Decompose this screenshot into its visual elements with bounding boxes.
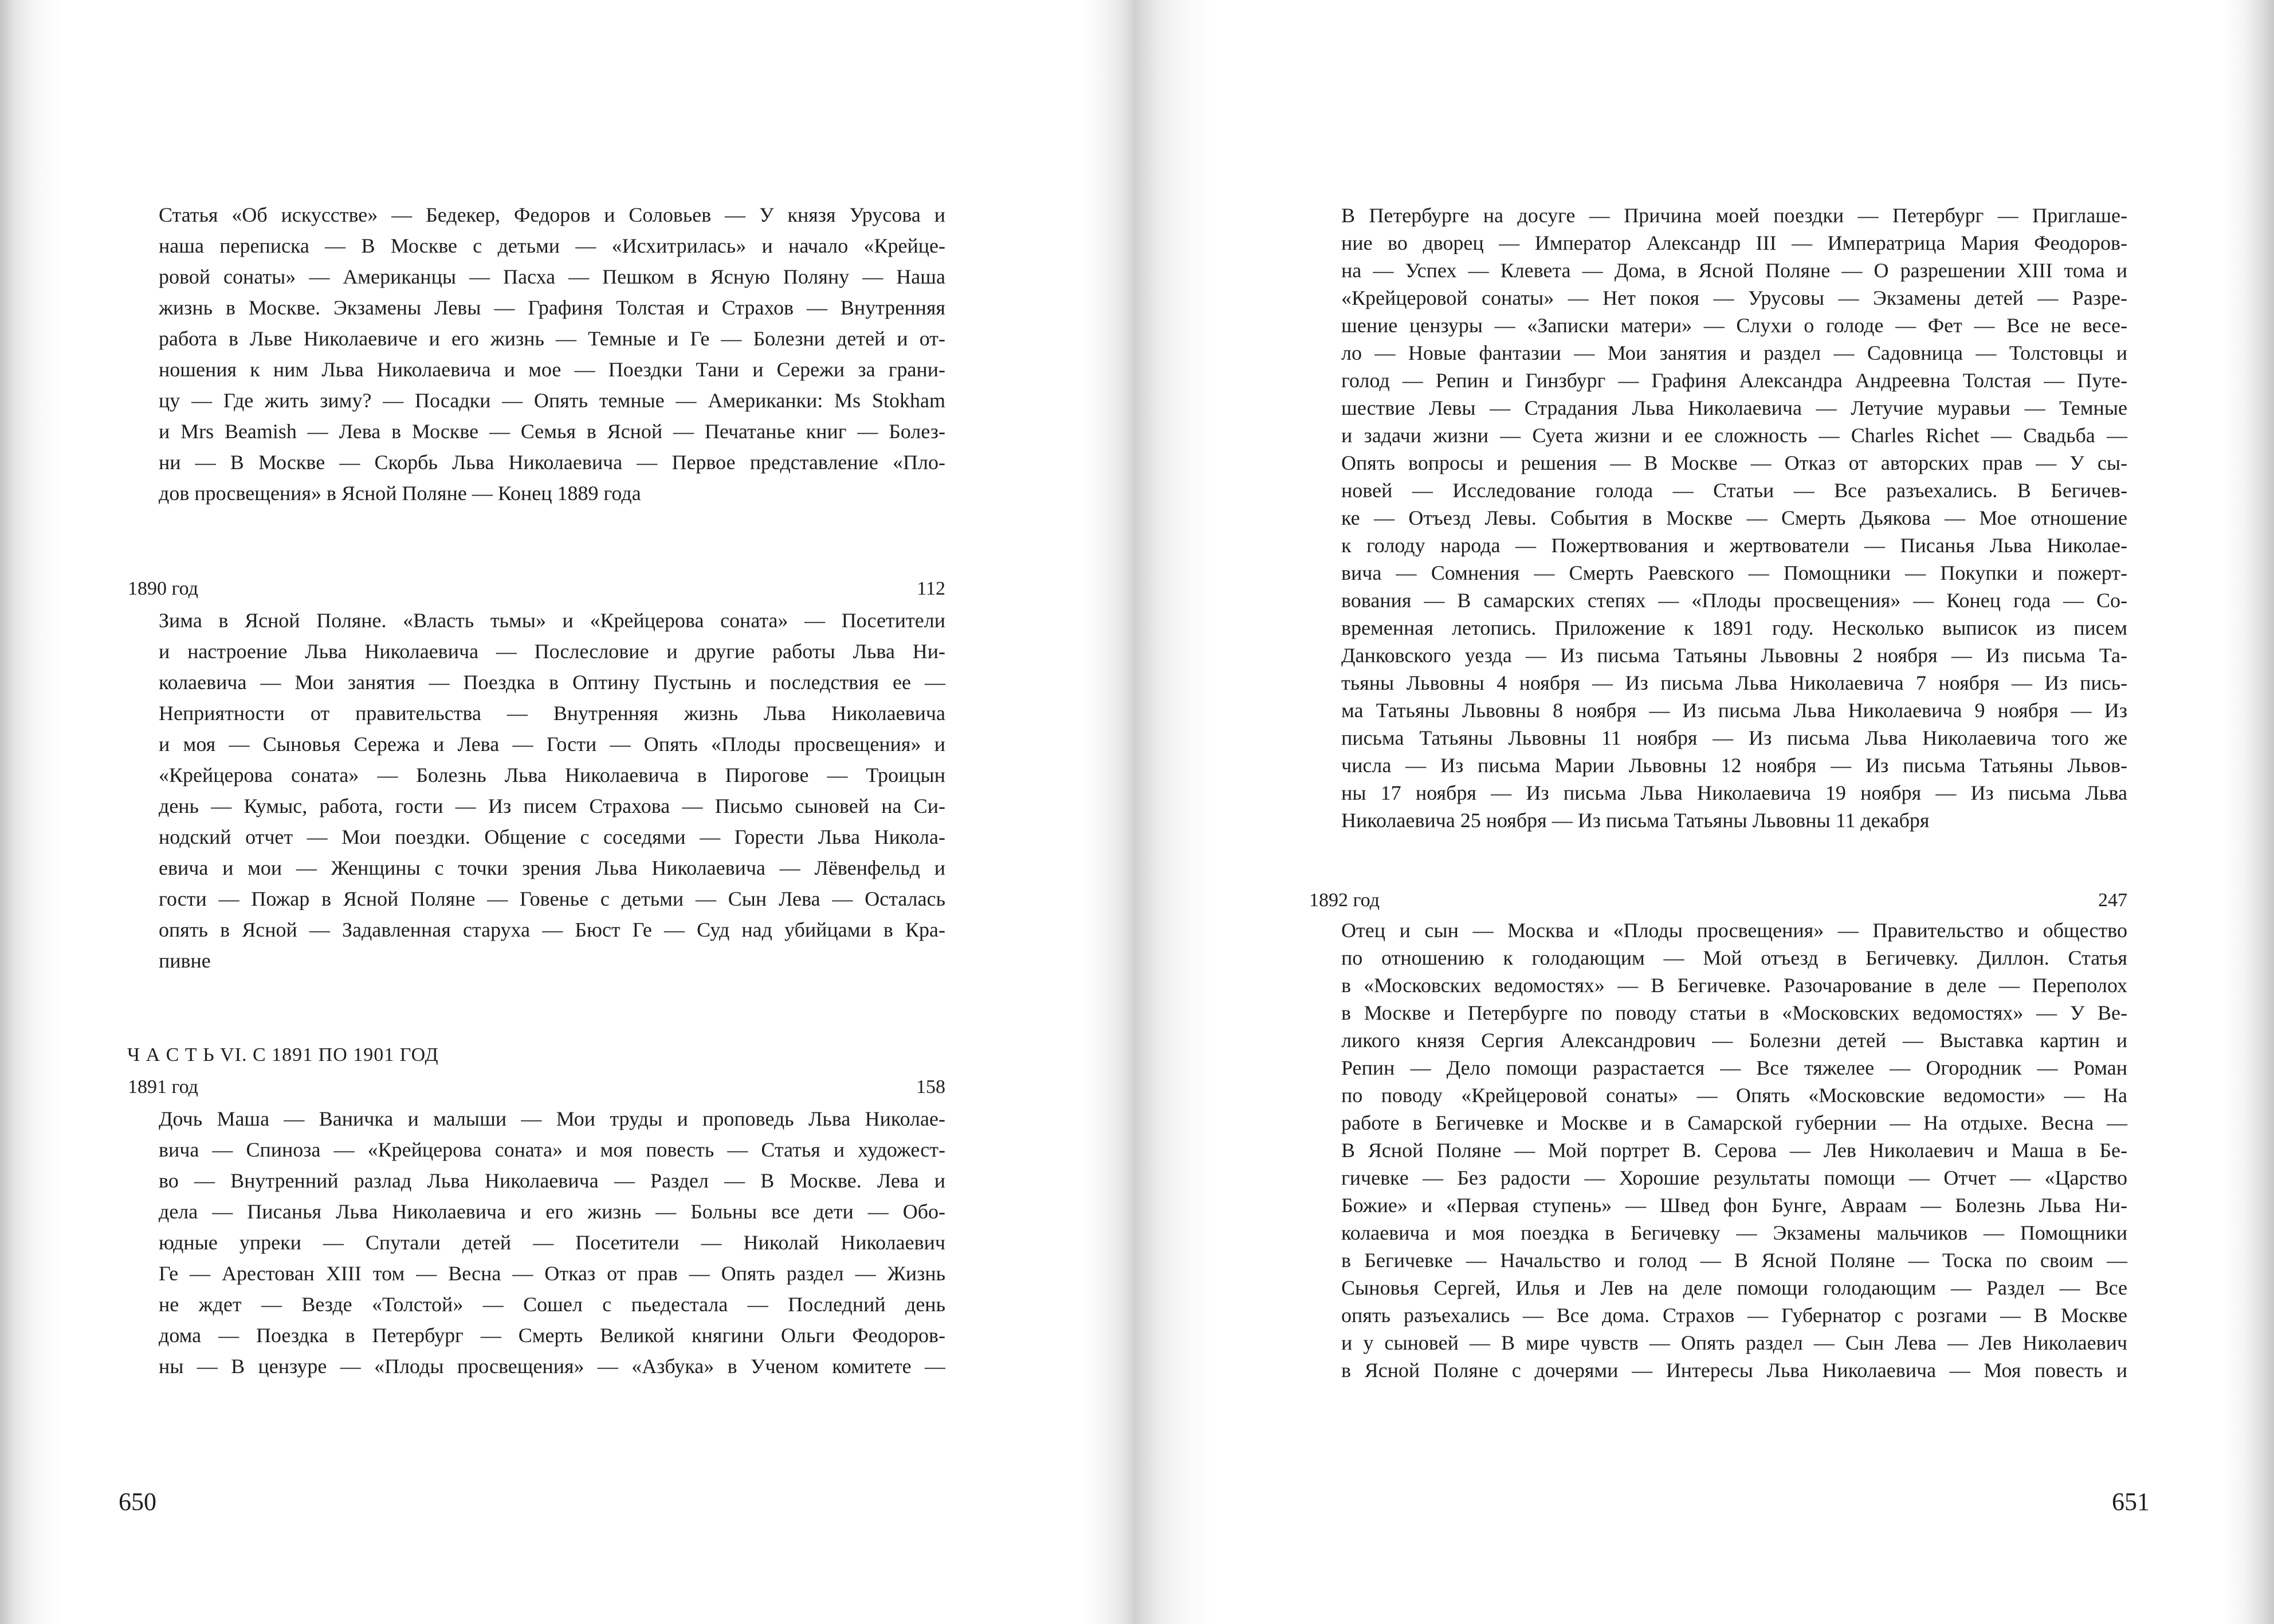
- line-text: Зима в Ясной Поляне. «Власть тьмы» и «Крейцерова соната» — Посетители: [159, 609, 945, 632]
- text-line: [159, 292, 945, 323]
- text-line: [159, 199, 945, 230]
- text-line: [1341, 422, 2127, 449]
- line-text: к голоду народа — Пожертвования и жертвователи — Писанья Льва Николае-: [1341, 534, 2127, 557]
- line-text: и Mrs Beamish — Лева в Москве — Семья в Ясной — Печатанье книг — Болез-: [159, 420, 945, 443]
- line-text: и настроение Льва Николаевича — Послесловие и другие работы Льва Ни-: [159, 640, 945, 663]
- text-line: [159, 760, 945, 791]
- line-text: дома — Поездка в Петербург — Смерть Великой княгини Ольги Феодоров-: [159, 1324, 945, 1347]
- line-text: дела — Писанья Льва Николаевича и его жизнь — Больны все дети — Обо-: [159, 1200, 945, 1223]
- line-text: «Крейцерова соната» — Болезнь Льва Николаевича в Пирогове — Троицын: [159, 764, 945, 787]
- line-text: жизнь в Москве. Экзамены Левы — Графиня Толстая и Страхов — Внутренняя: [159, 296, 945, 319]
- text-line: [159, 883, 945, 914]
- line-text: Отец и сын — Москва и «Плоды просвещения» — Правительство и общество: [1341, 919, 2127, 942]
- line-text: ние во дворец — Император Александр III — Императрица Мария Феодоров-: [1341, 231, 2127, 254]
- line-text: и у сыновей — В мире чувств — Опять раздел — Сын Лева — Лев Николаевич: [1341, 1331, 2127, 1354]
- text-line: [1341, 587, 2127, 614]
- line-text: Ге — Арестован XIII том — Весна — Отказ от прав — Опять раздел — Жизнь: [159, 1262, 945, 1285]
- text-line: [1341, 1137, 2127, 1164]
- text-line: [159, 1258, 945, 1289]
- line-text: юдные упреки — Спутали детей — Посетители — Николай Николаевич: [159, 1231, 945, 1254]
- text-line: [1341, 284, 2127, 312]
- text-line: [1341, 1301, 2127, 1329]
- section-page-ref: 112: [917, 578, 945, 599]
- text-line: [159, 416, 945, 447]
- text-line: [159, 1289, 945, 1320]
- line-text: Опять вопросы и решения — В Москве — Отказ от авторских прав — У сы-: [1341, 451, 2127, 474]
- contents-paragraph: [159, 1103, 945, 1382]
- line-text: и моя — Сыновья Сережа и Лева — Гости — Опять «Плоды просвещения» и: [159, 733, 945, 756]
- text-line: [1341, 1109, 2127, 1137]
- text-line: [1341, 999, 2127, 1027]
- page-number: 650: [119, 1488, 156, 1516]
- text-line: [1341, 1054, 2127, 1082]
- part-heading: Ч А С Т Ь VI. С 1891 ПО 1901 ГОД: [127, 1044, 439, 1065]
- text-line: [159, 323, 945, 354]
- text-line: [1341, 724, 2127, 752]
- section-page-ref: 158: [916, 1076, 945, 1098]
- left-page: [0, 0, 1136, 1624]
- line-text: вования — В самарских степях — «Плоды просвещения» — Конец года — Со-: [1341, 589, 2127, 612]
- text-line: [1341, 312, 2127, 339]
- text-line: [159, 698, 945, 729]
- line-text: нодский отчет — Мои поездки. Общение с соседями — Горести Льва Никола-: [159, 825, 945, 848]
- text-line: [1341, 1274, 2127, 1301]
- text-line: [1341, 504, 2127, 532]
- text-line: [1341, 614, 2127, 642]
- line-text: В Петербурге на досуге — Причина моей поездки — Петербург — Приглаше-: [1341, 204, 2127, 227]
- contents-paragraph: [1341, 202, 2127, 834]
- text-line: [159, 1165, 945, 1196]
- text-line: [1341, 1082, 2127, 1109]
- line-text: дов просвещения» в Ясной Поляне — Конец 1889 года: [159, 482, 641, 505]
- text-line: [1341, 917, 2127, 944]
- text-line: [1341, 449, 2127, 477]
- line-text: в Бегичевке — Начальство и голод — В Ясной Поляне — Тоска по своим —: [1341, 1249, 2127, 1272]
- right-page: [1136, 0, 2274, 1624]
- section-year: 1890 год: [128, 578, 198, 599]
- text-line: [159, 1134, 945, 1165]
- line-text: в Москве и Петербурге по поводу статьи в «Московских ведомостях» — У Ве-: [1341, 1001, 2127, 1024]
- contents-paragraph: [159, 605, 945, 976]
- line-text: пивне: [159, 949, 211, 972]
- text-line: [1341, 1219, 2127, 1246]
- text-line: [159, 729, 945, 760]
- text-line: [1341, 1164, 2127, 1192]
- text-line: [1341, 202, 2127, 229]
- line-text: ма Татьяны Львовны 8 ноября — Из письма Льва Николаевича 9 ноября — Из: [1341, 699, 2127, 722]
- line-text: числа — Из письма Марии Львовны 12 ноября — Из письма Татьяны Львов-: [1341, 754, 2127, 777]
- text-line: [1341, 477, 2127, 504]
- line-text: по поводу «Крейцеровой сонаты» — Опять «Московские ведомости» — На: [1341, 1084, 2127, 1107]
- section-year: 1892 год: [1309, 890, 1380, 911]
- line-text: опять разъехались — Все дома. Страхов — Губернатор с розгами — В Москве: [1341, 1304, 2127, 1327]
- section-year: 1891 год: [128, 1076, 198, 1098]
- text-line: [1341, 1329, 2127, 1356]
- text-line: [159, 821, 945, 852]
- line-text: ло — Новые фантазии — Мои занятия и раздел — Садовница — Толстовцы и: [1341, 341, 2127, 364]
- text-line: [159, 261, 945, 292]
- line-text: ношения к ним Льва Николаевича и мое — Поездки Тани и Сережи за грани-: [159, 358, 945, 381]
- line-text: в «Московских ведомостях» — В Бегичевке. Разочарование в деле — Переполох: [1341, 974, 2127, 997]
- text-line: [159, 605, 945, 636]
- text-line: [159, 447, 945, 478]
- line-text: колаевича — Мои занятия — Поездка в Оптину Пустынь и последствия ее —: [159, 671, 945, 694]
- text-line: [159, 852, 945, 883]
- line-text: работа в Льве Николаевиче и его жизнь — Темные и Ге — Болезни детей и от-: [159, 327, 945, 350]
- text-line: [1341, 559, 2127, 587]
- line-text: наша переписка — В Москве с детьми — «Исхитрилась» и начало «Крейце-: [159, 234, 945, 257]
- text-line: [1341, 807, 2127, 834]
- line-text: Данковского уезда — Из письма Татьяны Львовны 2 ноября — Из письма Та-: [1341, 644, 2127, 667]
- text-line: [159, 385, 945, 416]
- text-line: [159, 478, 945, 509]
- line-text: колаевича и моя поездка в Бегичевку — Экзамены мальчиков — Помощники: [1341, 1221, 2127, 1244]
- line-text: шение цензуры — «Записки матери» — Слухи о голоде — Фет — Все не весе-: [1341, 314, 2127, 337]
- line-text: во — Внутренний разлад Льва Николаевича — Раздел — В Москве. Лева и: [159, 1169, 945, 1192]
- text-line: [1341, 1356, 2127, 1384]
- line-text: «Крейцеровой сонаты» — Нет покоя — Урусовы — Экзамены детей — Разре-: [1341, 286, 2127, 309]
- text-line: [159, 1103, 945, 1134]
- text-line: [1341, 367, 2127, 394]
- text-line: [159, 1351, 945, 1382]
- text-line: [159, 1320, 945, 1351]
- line-text: В Ясной Поляне — Мой портрет В. Серова — Лев Николаевич и Маша в Бе-: [1341, 1139, 2127, 1162]
- text-line: [159, 945, 945, 976]
- line-text: Николаевича 25 ноября — Из письма Татьяны Львовны 11 декабря: [1341, 809, 1930, 832]
- text-line: [1341, 394, 2127, 422]
- text-line: [1341, 972, 2127, 999]
- text-line: [1341, 697, 2127, 724]
- text-line: [1341, 944, 2127, 972]
- line-text: по отношению к голодающим — Мой отъезд в Бегичевку. Диллон. Статья: [1341, 946, 2127, 969]
- line-text: работе в Бегичевке и Москве и в Самарской губернии — На отдыхе. Весна —: [1341, 1111, 2127, 1134]
- line-text: Репин — Дело помощи разрастается — Все тяжелее — Огородник — Роман: [1341, 1056, 2127, 1079]
- line-text: шествие Левы — Страдания Льва Николаевича — Летучие муравьи — Темные: [1341, 396, 2127, 419]
- line-text: гичевке — Без радости — Хорошие результаты помощи — Отчет — «Царство: [1341, 1166, 2127, 1189]
- text-line: [1341, 669, 2127, 697]
- line-text: письма Татьяны Львовны 11 ноября — Из письма Льва Николаевича того же: [1341, 726, 2127, 749]
- text-line: [1341, 779, 2127, 807]
- text-line: [1341, 532, 2127, 559]
- text-line: [159, 791, 945, 821]
- text-line: [1341, 229, 2127, 257]
- text-line: [159, 230, 945, 261]
- text-line: [1341, 1027, 2127, 1054]
- line-text: ровой сонаты» — Американцы — Пасха — Пешком в Ясную Поляну — Наша: [159, 265, 945, 288]
- text-line: [159, 636, 945, 667]
- line-text: евича и мои — Женщины с точки зрения Льва Николаевича — Лёвенфельд и: [159, 856, 945, 879]
- text-line: [159, 354, 945, 385]
- text-line: [159, 1196, 945, 1227]
- line-text: в Ясной Поляне с дочерями — Интересы Льва Николаевича — Моя повесть и: [1341, 1359, 2127, 1382]
- line-text: вича — Спиноза — «Крейцерова соната» и моя повесть — Статья и художест-: [159, 1138, 945, 1161]
- text-line: [1341, 257, 2127, 284]
- line-text: вича — Сомнения — Смерть Раевского — Помощники — Покупки и пожерт-: [1341, 561, 2127, 584]
- text-line: [1341, 1246, 2127, 1274]
- line-text: цу — Где жить зиму? — Посадки — Опять темные — Американки: Ms Stokham: [159, 389, 945, 412]
- contents-paragraph: [1341, 917, 2127, 1384]
- line-text: ны — В цензуре — «Плоды просвещения» — «Азбука» в Ученом комитете —: [159, 1355, 945, 1378]
- line-text: тьяны Львовны 4 ноября — Из письма Льва Николаевича 7 ноября — Из пись-: [1341, 671, 2127, 694]
- line-text: Дочь Маша — Ваничка и малыши — Мои труды и проповедь Льва Николае-: [159, 1107, 945, 1130]
- text-line: [1341, 752, 2127, 779]
- line-text: ликого князя Сергия Александрович — Болезни детей — Выставка картин и: [1341, 1029, 2127, 1052]
- line-text: на — Успех — Клевета — Дома, в Ясной Поляне — О разрешении XIII тома и: [1341, 259, 2127, 282]
- line-text: новей — Исследование голода — Статьи — Все разъехались. В Бегичев-: [1341, 479, 2127, 502]
- line-text: ке — Отъезд Левы. События в Москве — Смерть Дьякова — Мое отношение: [1341, 506, 2127, 529]
- text-line: [1341, 339, 2127, 367]
- line-text: день — Кумыс, работа, гости — Из писем Страхова — Письмо сыновей на Си-: [159, 795, 945, 817]
- line-text: временная летопись. Приложение к 1891 году. Несколько выписок из писем: [1341, 616, 2127, 639]
- line-text: голод — Репин и Гинзбург — Графиня Александра Андреевна Толстая — Путе-: [1341, 369, 2127, 392]
- line-text: и задачи жизни — Суета жизни и ее сложность — Charles Richet — Свадьба —: [1341, 424, 2127, 447]
- line-text: Статья «Об искусстве» — Бедекер, Федоров и Соловьев — У князя Урусова и: [159, 203, 945, 226]
- text-line: [159, 914, 945, 945]
- text-line: [159, 667, 945, 698]
- contents-paragraph: [159, 199, 945, 509]
- line-text: ны 17 ноября — Из письма Льва Николаевича 19 ноября — Из письма Льва: [1341, 781, 2127, 804]
- section-page-ref: 247: [2098, 890, 2127, 911]
- text-line: [1341, 642, 2127, 669]
- line-text: ни — В Москве — Скорбь Льва Николаевича — Первое представление «Пло-: [159, 451, 945, 474]
- line-text: Неприятности от правительства — Внутренняя жизнь Льва Николаевича: [159, 702, 945, 725]
- page-number: 651: [2112, 1488, 2150, 1516]
- text-line: [1341, 1192, 2127, 1219]
- line-text: не ждет — Везде «Толстой» — Сошел с пьедестала — Последний день: [159, 1293, 945, 1316]
- line-text: Сыновья Сергей, Илья и Лев на деле помощи голодающим — Раздел — Все: [1341, 1276, 2127, 1299]
- line-text: опять в Ясной — Задавленная старуха — Бюст Ге — Суд над убийцами в Кра-: [159, 918, 945, 941]
- text-line: [159, 1227, 945, 1258]
- line-text: Божие» и «Первая ступень» — Швед фон Бунге, Авраам — Болезнь Льва Ни-: [1341, 1194, 2127, 1217]
- line-text: гости — Пожар в Ясной Поляне — Говенье с детьми — Сын Лева — Осталась: [159, 887, 945, 910]
